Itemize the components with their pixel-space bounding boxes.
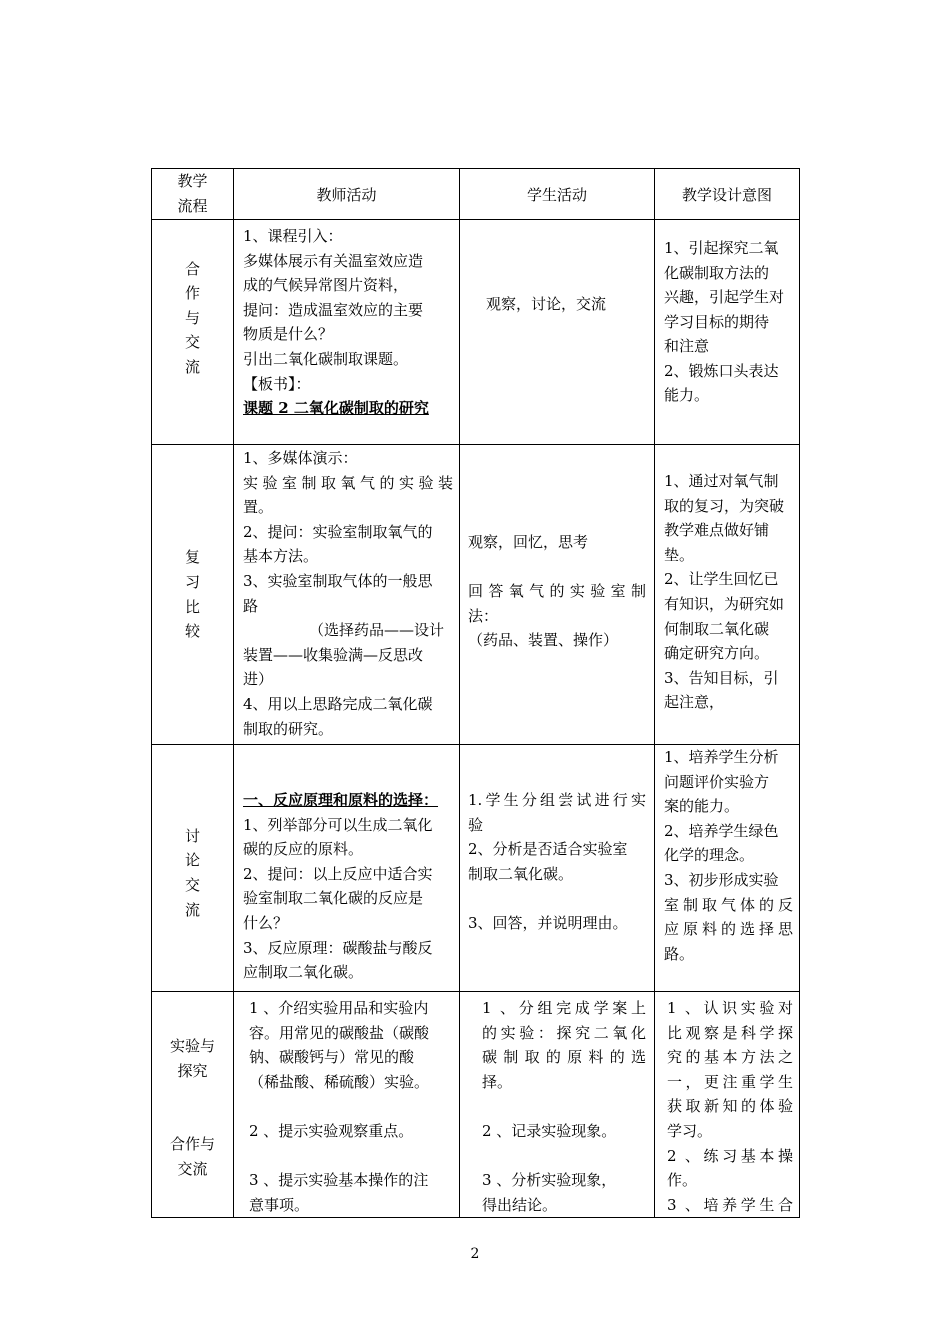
flow-char: 论 (184, 851, 200, 870)
teacher-line: 3、反应原理：碳酸盐与酸反 (243, 938, 433, 957)
intent-line: 1 、认识实验对 (667, 999, 793, 1017)
design-intent-cell (655, 445, 800, 745)
intent-line: 何制取二氧化碳 (664, 619, 770, 638)
student-line: 择。 (482, 1072, 513, 1091)
board-title: 课题 2 二氧化碳制取的研究 (243, 399, 429, 418)
table-row (152, 745, 800, 992)
intent-line: 究的基本方法之 (667, 1048, 793, 1067)
intent-line: 兴趣，引起学生对 (664, 288, 785, 307)
flow-line: 探究 (177, 1061, 208, 1080)
flow-char: 流 (184, 900, 200, 919)
teacher-line: 基本方法。 (243, 547, 319, 566)
teacher-line: 3、实验室制取气体的一般思 (243, 571, 433, 590)
teacher-line: 多媒体展示有关温室效应造 (243, 251, 424, 270)
teacher-line: 验室制取二氧化碳的反应是 (243, 889, 424, 908)
student-line: 3 、分析实验现象， (482, 1171, 617, 1190)
table-row (152, 445, 800, 745)
teacher-line: 进） (243, 670, 274, 689)
teacher-line: 碳的反应的原料。 (243, 840, 364, 859)
intent-line: 作。 (667, 1171, 698, 1190)
teacher-line: 4、用以上思路完成二氧化碳 (243, 694, 433, 713)
intent-line: 化学的理念。 (664, 846, 755, 865)
teacher-line: 容。用常见的碳酸盐（碳酸 (249, 1023, 430, 1042)
flow-char: 作 (184, 284, 200, 303)
flow-char: 合 (184, 259, 200, 278)
intent-line: 路。 (664, 944, 695, 963)
intent-line: 学习。 (667, 1121, 713, 1140)
teacher-line: 1、多媒体演示： (243, 449, 358, 467)
intent-line: 1、培养学生分析 (664, 748, 779, 766)
flow-char: 与 (184, 308, 200, 327)
teacher-line: 置。 (243, 498, 274, 517)
flow-char: 习 (184, 572, 200, 591)
intent-line: 确定研究方向。 (664, 644, 770, 663)
teacher-line: 引出二氧化碳制取课题。 (243, 349, 409, 368)
page-number: 2 (470, 1246, 480, 1262)
flow-char: 讨 (184, 826, 200, 845)
teacher-line: 应制取二氧化碳。 (243, 963, 364, 982)
student-line: 回答氧气的实验室制 (468, 582, 646, 601)
teacher-line: 成的气候异常图片资料， (243, 276, 409, 295)
intent-line: 化碳制取方法的 (664, 263, 770, 282)
header-student-activity: 学生活动 (460, 169, 655, 220)
intent-line: 教学难点做好铺 (664, 521, 770, 540)
intent-line: 起注意， (664, 693, 725, 712)
student-activity-cell (460, 992, 655, 1218)
intent-line: 3、告知目标，引 (664, 668, 779, 687)
intent-line: 1、通过对氧气制 (664, 472, 779, 490)
teacher-line: 装置——收集验满—反思改 (243, 645, 424, 664)
flow-cell (152, 992, 234, 1218)
student-activity-cell (460, 745, 655, 992)
intent-line: 2 、练习基本操 (667, 1146, 793, 1165)
student-line: （药品、装置、操作） (468, 631, 619, 650)
flow-char: 较 (184, 622, 200, 641)
lesson-plan-table (151, 168, 800, 1218)
intent-line: 1、引起探究二氧 (664, 238, 779, 257)
teacher-line: 1、课程引入： (243, 227, 343, 245)
header-flow-line: 流程 (177, 197, 208, 215)
teacher-line: 1、列举部分可以生成二氧化 (243, 815, 433, 834)
flow-line: 合作与 (169, 1135, 215, 1154)
student-line: 得出结论。 (482, 1195, 558, 1214)
flow-cell (152, 220, 234, 445)
intent-line: 取的复习，为突破 (664, 496, 785, 515)
teacher-line: 什么？ (243, 913, 289, 932)
student-line: 制取二氧化碳。 (468, 864, 574, 883)
student-line: 2、分析是否适合实验室 (468, 840, 628, 859)
teacher-line: 1 、介绍实验用品和实验内 (249, 999, 429, 1017)
design-intent-cell (655, 992, 800, 1218)
student-line: 1 、分组完成学案上 (482, 999, 646, 1017)
design-intent-cell (655, 745, 800, 992)
teacher-line: 【板书】： (243, 374, 311, 393)
intent-line: 3、初步形成实验 (664, 870, 779, 889)
intent-line: 垫。 (664, 545, 695, 564)
student-line: 观察，回忆，思考 (468, 533, 589, 552)
teacher-line: 2 、提示实验观察重点。 (249, 1121, 414, 1140)
student-line: 1.学生分组尝试进行实 (468, 791, 646, 809)
header-flow-line: 教学 (177, 172, 208, 191)
flow-line: 实验与 (169, 1037, 215, 1055)
teacher-line: 意事项。 (249, 1195, 310, 1214)
teacher-line: 物质是什么？ (243, 325, 334, 344)
student-line: 2 、记录实验现象。 (482, 1121, 617, 1140)
intent-line: 学习目标的期待 (664, 312, 770, 331)
flow-char: 复 (184, 548, 200, 567)
intent-line: 获取新知的体验 (667, 1097, 793, 1116)
teacher-activity-cell (234, 220, 460, 445)
flow-char: 交 (184, 876, 200, 894)
intent-line: 2、锻炼口头表达 (664, 361, 779, 380)
teacher-line: 制取的研究。 (243, 719, 334, 738)
table-row (152, 992, 800, 1218)
intent-line: 2、让学生回忆已 (664, 570, 779, 589)
teacher-line: 实验室制取氧气的实验装 (243, 473, 453, 492)
table-row (152, 220, 800, 445)
flow-char: 比 (184, 597, 200, 616)
teacher-line: 3 、提示实验基本操作的注 (249, 1171, 429, 1190)
intent-line: 室制取气体的反 (664, 895, 793, 914)
teacher-line: 2、提问：实验室制取氧气的 (243, 522, 433, 541)
header-teacher-activity: 教师活动 (234, 169, 460, 220)
intent-line: 比观察是科学探 (667, 1023, 793, 1042)
design-intent-cell (655, 220, 800, 445)
intent-line: 能力。 (664, 386, 710, 405)
header-row (152, 169, 800, 220)
teacher-activity-cell (234, 445, 460, 745)
teacher-activity-cell (234, 992, 460, 1218)
flow-char: 交 (184, 333, 200, 352)
teacher-line: 路 (243, 596, 259, 615)
intent-line: 一，更注重学生 (667, 1072, 793, 1091)
student-line: 的实验：探究二氧化 (482, 1023, 646, 1042)
student-activity-cell (460, 445, 655, 745)
student-line: 观察，讨论，交流 (486, 295, 607, 313)
intent-line: 应原料的选择思 (664, 920, 793, 939)
flow-char: 流 (184, 357, 200, 376)
intent-line: 2、培养学生绿色 (664, 821, 779, 840)
teacher-activity-cell (234, 745, 460, 992)
intent-line: 和注意 (664, 337, 710, 356)
header-flow-cell (152, 169, 234, 220)
teacher-line: 钠、碳酸钙与）常见的酸 (249, 1048, 415, 1067)
flow-cell (152, 745, 234, 992)
intent-line: 案的能力。 (664, 797, 740, 816)
teacher-line: 提问：造成温室效应的主要 (243, 300, 424, 319)
teacher-line: （选择药品——设计 (309, 621, 445, 640)
intent-line: 3 、培养学生合 (667, 1195, 793, 1214)
section-heading: 一、反应原理和原料的选择： (243, 791, 439, 809)
intent-line: 问题评价实验方 (664, 772, 770, 791)
intent-line: 有知识，为研究如 (664, 594, 785, 613)
student-line: 3、回答，并说明理由。 (468, 913, 628, 932)
header-design-intent: 教学设计意图 (655, 169, 800, 220)
student-activity-cell (460, 220, 655, 445)
flow-line: 交流 (177, 1159, 208, 1178)
student-line: 法： (468, 606, 499, 625)
flow-cell (152, 445, 234, 745)
teacher-line: 2、提问：以上反应中适合实 (243, 864, 433, 883)
student-line: 验 (468, 815, 484, 834)
student-line: 碳制取的原料的选 (482, 1048, 646, 1067)
teacher-line: （稀盐酸、稀硫酸）实验。 (249, 1072, 430, 1091)
